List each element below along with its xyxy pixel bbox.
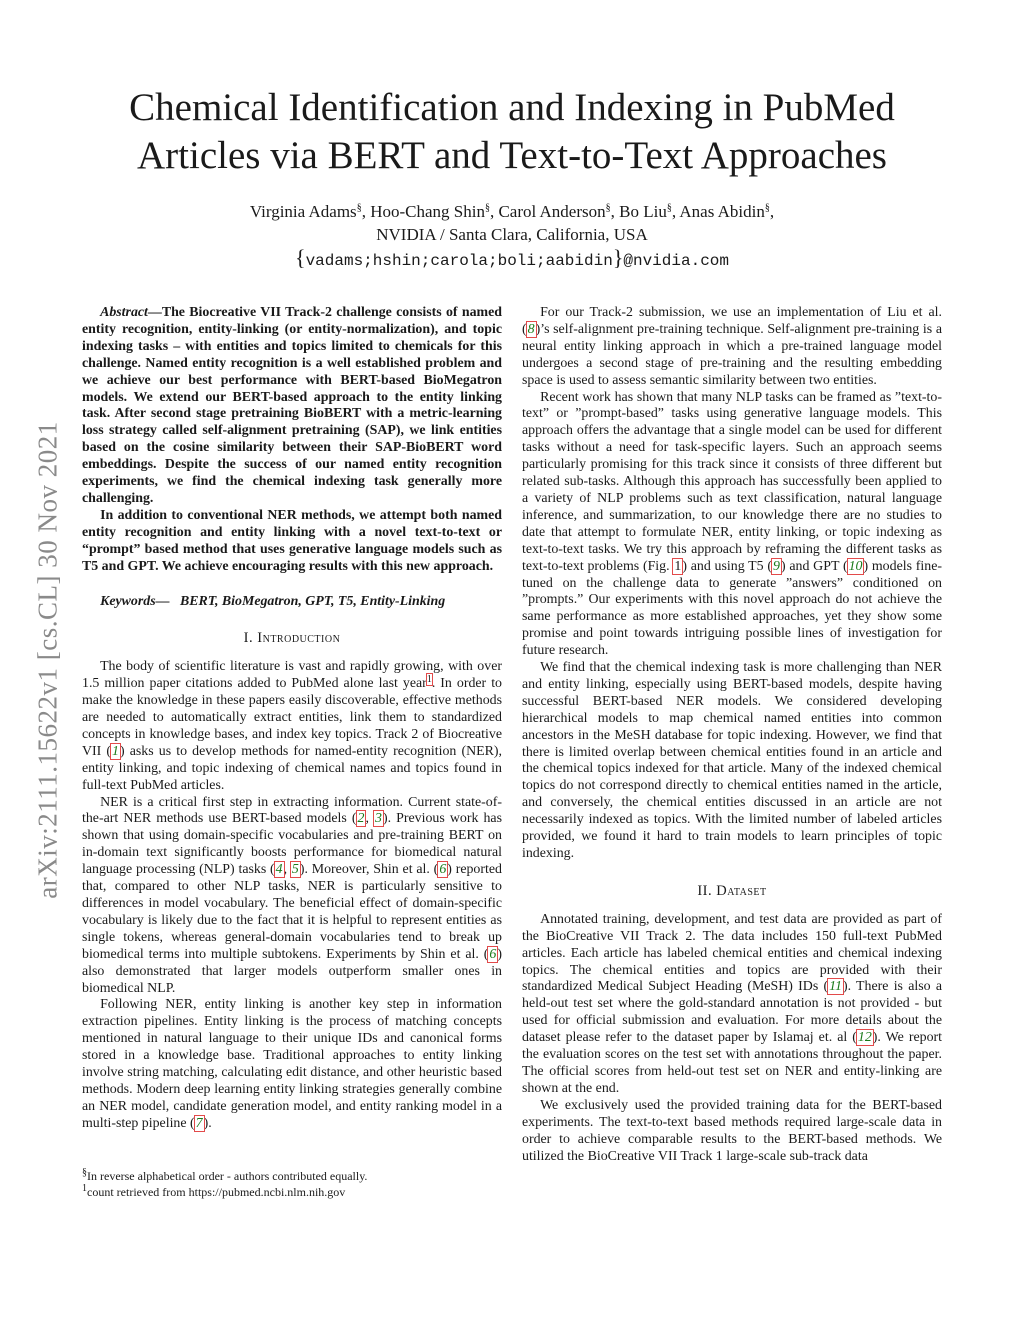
intro-paragraph-3: Following NER, entity linking is another key step in information extraction pipelines. Entity linking is the process of matching concepts mentioned in natural language to their unique IDs and canonical forms stored in a knowledge base. Traditional approaches to entity linking involve string matching, calculating edit distance, and other heuristic based methods. Modern deep learning entity linking strategies generally combine an NER model, candidate generation model, and entity ranking model in a multi-step pipeline (7). xyxy=(82,997,502,1131)
author-emails[interactable]: {vadams;hshin;carola;boli;aabidin}@nvidia.com xyxy=(295,245,729,270)
body-paragraph-sap: For our Track-2 submission, we use an implementation of Liu et al. (8)’s self-alignment pre-training technique. Self-alignment pre-training is a neural entity linking approach in which a pre-trained language model undergoes a second stage of pre-training and the resulting embedding space is used to assess semantic similarity between two entities. xyxy=(522,305,942,388)
citation-link[interactable]: 3 xyxy=(375,811,382,827)
section-heading-dataset: II. Dataset xyxy=(697,882,767,899)
citation-link[interactable]: 9 xyxy=(773,558,780,574)
author-name: Bo Liu xyxy=(619,202,667,221)
title-line-1: Chemical Identification and Indexing in PubMed xyxy=(129,86,895,129)
title-line-2: Articles via BERT and Text-to-Text Approaches xyxy=(137,134,887,177)
author-name: Carol Anderson xyxy=(498,202,606,221)
dataset-paragraph-1: Annotated training, development, and test data are provided as part of the BioCreative VII Track 2. The data includes 150 full-text PubMed articles. Each article has labeled chemical entities and chemical indexing topics. The chemical entities and topics are provided with their standardized Medical Subject Heading (MeSH) IDs (11). There is also a held-out test set where the gold-standard annotation is not provided - but used for official submission and evaluation. For more details about the dataset please refer to the dataset paper by Islamaj et. al (12). We report the evaluation scores on the test set with annotations throughout the paper. The official scores from held-out test set on NER and entity-linking are shown at the end. xyxy=(522,911,942,1096)
author-mark: § xyxy=(484,202,490,214)
citation-link[interactable]: 10 xyxy=(848,558,863,574)
citation-link[interactable]: 4 xyxy=(275,862,283,878)
citation-link[interactable]: 11 xyxy=(829,979,842,995)
section-heading-introduction: I. Introduction xyxy=(243,630,341,647)
author-mark: § xyxy=(605,202,611,214)
abstract-paragraph-1: Abstract—The Biocreative VII Track-2 challenge consists of named entity recognition, entity-linking (or entity-normalization), and topic indexing tasks – with entities and topics limited to chemicals for this challenge. Named entity recognition is a well established problem and we achieve our best performance with BERT-based BioMegatron models. We extend our BERT-based approach to the entity linking task. After second stage pretraining BioBERT with a metric-learning loss strategy called self-alignment pretraining (SAP), we link entities based on the cosine similarity between their SAP-BioBERT word embeddings. Despite the success of our named entity recognition experiments, we find the chemical indexing task generally more challenging. xyxy=(82,305,502,506)
abstract-paragraph-2: In addition to conventional NER methods, we attempt both named entity recognition and entity linking with a novel text-to-text or “prompt” based method that uses generative language models such as T5 and GPT. We achieve encouraging results with this new approach. xyxy=(82,507,502,574)
author-mark: § xyxy=(764,202,770,214)
keywords: Keywords— BERT, BioMegatron, GPT, T5, Entity-Linking xyxy=(100,593,446,609)
figure-link[interactable]: 1 xyxy=(674,558,682,574)
author-mark: § xyxy=(356,202,362,214)
citation-link[interactable]: 6 xyxy=(439,862,447,878)
footnotes xyxy=(82,1168,502,1200)
right-column xyxy=(522,305,942,1165)
intro-paragraph-2: NER is a critical first step in extracting information. Current state-of-the-art NER methods use BERT-based models (2, 3). Previous work has shown that using domain-specific vocabularies and pre-training BERT on in-domain text significantly boosts performance for biomedical natural language processing (NLP) tasks (4, 5). Moreover, Shin et al. (6) reported that, compared to other NLP tasks, NER is particularly sensitive to differences in model vocabulary. The beneficial effect of domain-specific vocabulary is likely due to the fact that it is helpful to represent entities as single tokens, whereas general-domain vocabularies tend to break up biomedical terms into multiple subtokens. Experiments by Shin et al. (6) also demonstrated that larger models outperform smaller ones in biomedical NLP. xyxy=(82,794,502,996)
citation-link[interactable]: 8 xyxy=(527,321,535,337)
author-block xyxy=(60,200,964,273)
author-name: Virginia Adams xyxy=(249,202,357,221)
author-list: Virginia Adams§, Hoo-Chang Shin§, Carol Anderson§, Bo Liu§, Anas Abidin§, xyxy=(249,202,775,221)
citation-link[interactable]: 2 xyxy=(357,811,365,827)
body-paragraph-indexing: We find that the chemical indexing task is more challenging than NER and entity linking, especially using BERT-based models, despite having successful BERT-based NER models. We considered developing hierarchical models to map chemical named entities into common ancestors in the MeSH database for topic indexing. However, we find that there is limited overlap between chemical entities found in an article and the chemical topics indexed for that article. Many of the indexed chemical topics do not correspond directly to chemical entities named in the article, and conversely, the chemical entities discussed in an article are not necessarily indexed as topics. With the limited number of labeled articles provided, we found it hard to train models to learn principles of topic indexing. xyxy=(522,660,942,861)
author-name: Anas Abidin xyxy=(679,202,765,221)
abstract-label: Abstract xyxy=(100,305,148,320)
body-paragraph-text-to-text: Recent work has shown that many NLP tasks can be framed as ”text-to-text” or ”prompt-based” tasks using generative language models. This approach offers the advantage that a single model can be used for different tasks without a need for task-specific layers. Such an approach seems particularly promising for this track since it consists of three different but related sub-tasks. Although this approach has successfully been applied to a variety of NLP problems such as text classification, natural language inference, and summarization, to our knowledge there are no studies to date that attempt to formulate NER, entity linking, or topic indexing as text-to-text tasks. We try this approach by reframing the different tasks as text-to-text problems (Fig. 1) and using T5 (9) and GPT (10) models fine-tuned on the challenge data to generate ”answers” conditioned on ”prompts.” Our experiments with this novel approach do not achieve the same performance as more established approaches, yet they show some promise and point towards intriguing possible lines of investigation for future research. xyxy=(522,389,942,659)
dataset-paragraph-2: We exclusively used the provided training data for the BERT-based experiments. The text-to-text based methods required large-scale data in order to achieve comparable results to the BERT-based methods. We utilized the BioCreative VII Track 1 large-scale sub-track data xyxy=(522,1097,942,1164)
paper-title xyxy=(60,84,964,180)
intro-paragraph-1: The body of scientific literature is vast and rapidly growing, with over 1.5 million paper citations added to PubMed alone last year$^1$. In order to make the knowledge in these papers easily discoverable, effective methods are needed to automatically extract entities, link them to standardized concepts in knowledge bases, and index key topics. Track 2 of Biocreative VII (1) asks us to develop methods for named-entity recognition (NER), entity linking, and topic indexing of chemical names and topics found in full-text PubMed articles. xyxy=(82,659,502,793)
citation-link[interactable]: 7 xyxy=(195,1115,203,1131)
affiliation: NVIDIA / Santa Clara, California, USA xyxy=(376,225,648,244)
author-mark: § xyxy=(666,202,672,214)
citation-link[interactable]: 12 xyxy=(857,1030,872,1046)
citation-link[interactable]: 1 xyxy=(112,743,119,759)
footnote-2: $^1$count retrieved from https://pubmed.ncbi.nlm.nih.gov xyxy=(82,1183,346,1199)
author-name: Hoo-Chang Shin xyxy=(370,202,485,221)
citation-link[interactable]: 5 xyxy=(291,862,299,878)
citation-link[interactable]: 6 xyxy=(489,946,497,962)
left-column xyxy=(82,305,502,1133)
footnote-1: §In reverse alphabetical order - authors contributed equally. xyxy=(82,1167,368,1183)
footnote-link[interactable]: 1 xyxy=(426,673,432,685)
arxiv-identifier: arXiv:2111.15622v1 [cs.CL] 30 Nov 2021 xyxy=(32,421,63,899)
